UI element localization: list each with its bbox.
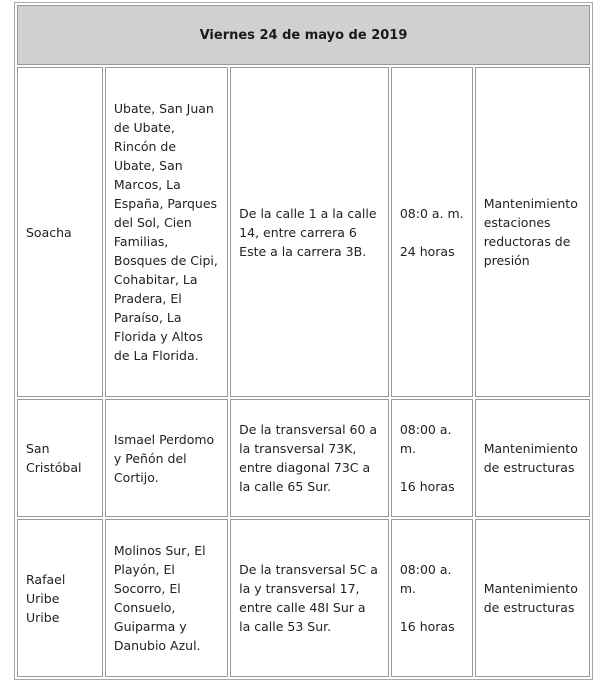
sector-cell: De la calle 1 a la calle 14, entre carrera 6 Este a la carrera 3B. <box>230 67 389 397</box>
outage-schedule-table <box>14 2 593 680</box>
duration: 16 horas <box>399 479 455 494</box>
locality-cell: Soacha <box>17 67 103 397</box>
neighborhoods-cell: Molinos Sur, El Playón, El Socorro, El Consuelo, Guiparma y Danubio Azul. <box>105 519 228 677</box>
sector-cell: De la transversal 60 a la transversal 73K, entre diagonal 73C a la calle 65 Sur. <box>230 399 389 517</box>
locality-cell: Rafael Uribe Uribe <box>17 519 103 677</box>
time-cell <box>391 519 473 677</box>
table-header-row <box>17 5 590 65</box>
start-time: 08:00 a. m. <box>399 422 452 456</box>
table-row <box>17 67 590 397</box>
date-header: Viernes 24 de mayo de 2019 <box>17 5 590 65</box>
work-cell: Mantenimiento de estructuras <box>475 399 590 517</box>
time-cell <box>391 399 473 517</box>
duration: 24 horas <box>399 243 455 259</box>
table-row <box>17 519 590 677</box>
table-row <box>17 399 590 517</box>
neighborhoods-cell: Ismael Perdomo y Peñón del Cortijo. <box>105 399 228 517</box>
time-cell <box>391 67 473 397</box>
sector-cell: De la transversal 5C a la y transversal 17, entre calle 48I Sur a la calle 53 Sur. <box>230 519 389 677</box>
schedule-container <box>14 2 593 680</box>
start-time: 08:0 a. m. <box>399 205 464 221</box>
neighborhoods-cell: Ubate, San Juan de Ubate, Rincón de Ubate, San Marcos, La España, Parques del Sol, Cien Familias, Bosques de Cipi, Cohabitar, La Pradera, El Paraíso, La Florida y Altos de La Florida. <box>105 67 228 397</box>
work-cell: Mantenimiento de estructuras <box>475 519 590 677</box>
start-time: 08:00 a. m. <box>399 562 452 596</box>
locality-cell: San Cristóbal <box>17 399 103 517</box>
duration: 16 horas <box>399 619 455 634</box>
work-cell: Mantenimiento estaciones reductoras de presión <box>475 67 590 397</box>
